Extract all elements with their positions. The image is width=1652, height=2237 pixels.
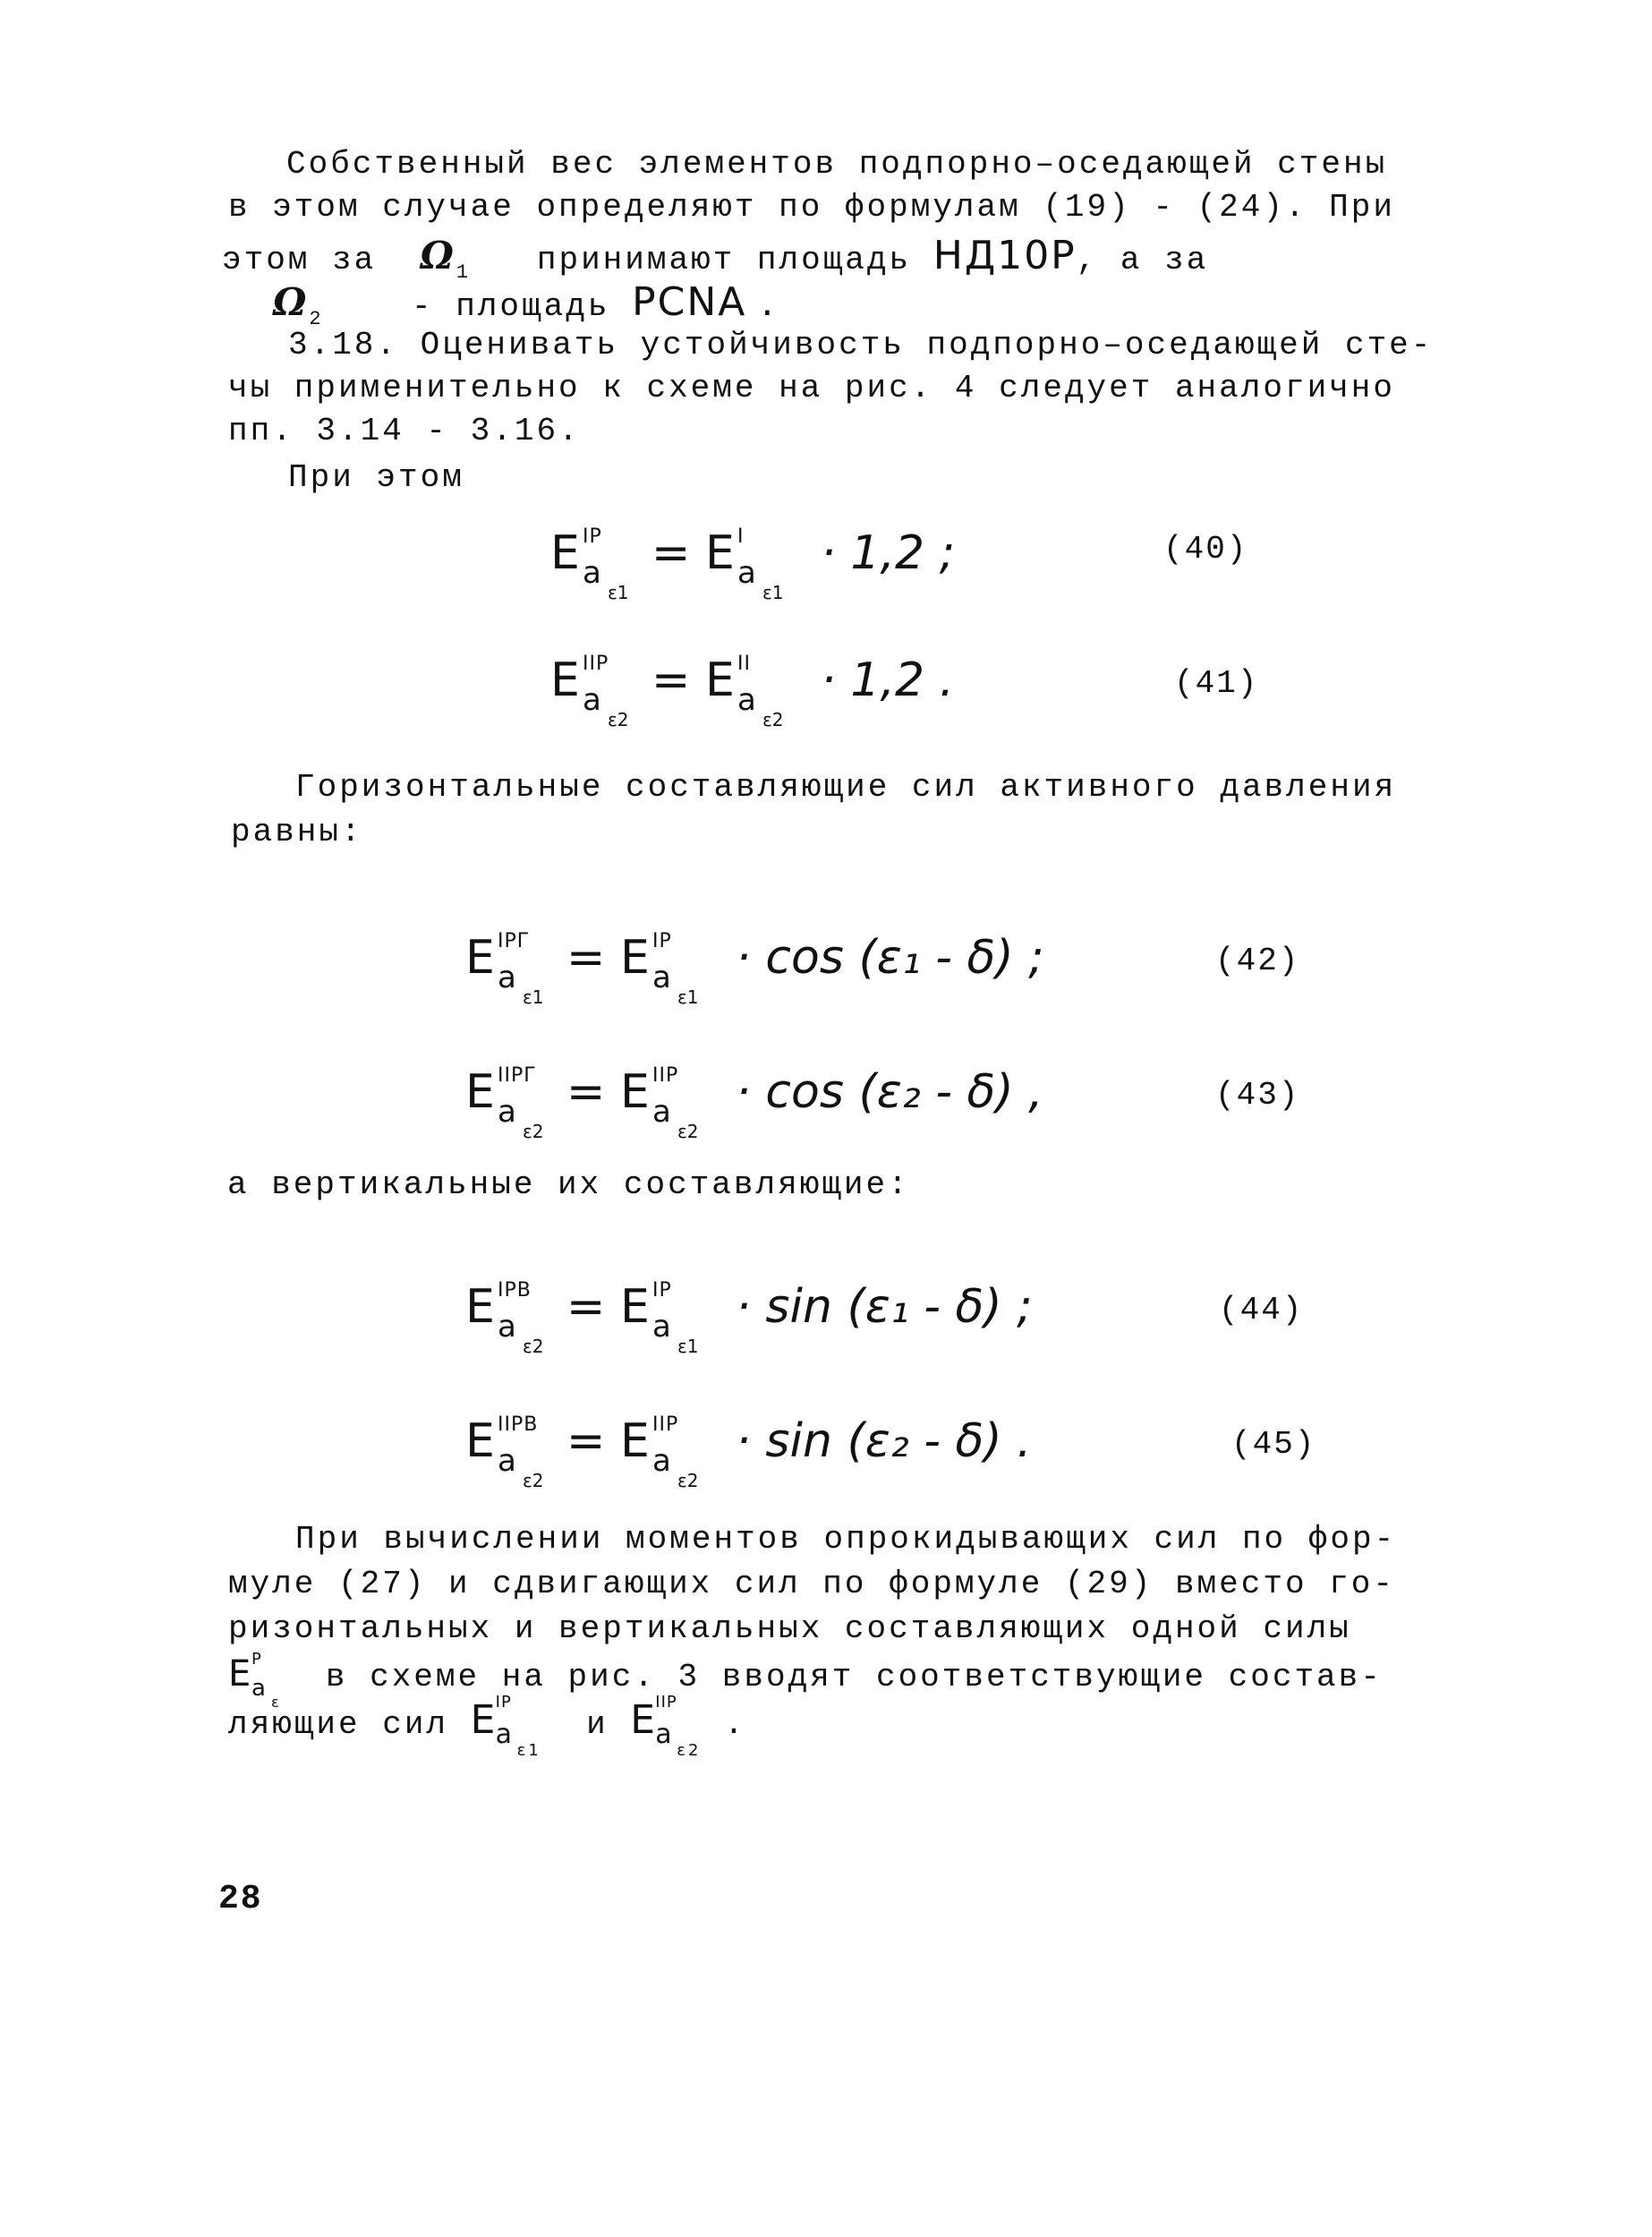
sub-subscript: ε1: [677, 1336, 699, 1357]
superscript: IPB: [498, 1279, 532, 1302]
text-segment: этом за: [222, 242, 377, 278]
lhs-term: E IPB a ε2: [465, 1280, 566, 1334]
superscript: IPГ: [498, 930, 531, 952]
equation-43: E IIPГ a ε2 = E IIP a ε2 · cos (ε₂ - δ) ,: [465, 1065, 1043, 1119]
equation-tail: · cos (ε₂ - δ) ,: [736, 1065, 1043, 1119]
sub-subscript: ε1: [762, 582, 784, 603]
subscript: a: [498, 1443, 516, 1479]
rhs-term: E IP a ε1: [620, 1280, 721, 1334]
equation-number-41: (41): [1174, 665, 1259, 702]
equation-41: E IIP a ε2 = E II a ε2 · 1,2 .: [550, 653, 954, 707]
area-label: НД10Р: [932, 233, 1077, 278]
inline-e-term: E IIP a ε2: [630, 1699, 724, 1742]
superscript: IIP: [651, 1064, 679, 1087]
equation-40: E IP a ε1 = E I a ε1 · 1,2 ;: [550, 526, 955, 580]
sub-subscript: ε1: [523, 986, 544, 1008]
superscript: IP: [651, 930, 672, 952]
superscript: IIP: [651, 1413, 679, 1436]
page-number: 28: [218, 1880, 263, 1918]
paragraph-4-line-1: а вертикальные их составляющие:: [227, 1166, 910, 1203]
equation-45: E IIPB a ε2 = E IIP a ε2 · sin (ε₂ - δ) .: [465, 1414, 1032, 1468]
subscript: a: [651, 1443, 671, 1479]
paragraph-3-line-2: равны:: [231, 814, 363, 850]
equation-tail: · sin (ε₁ - δ) ;: [736, 1280, 1033, 1334]
lhs-term: E IP a ε1: [550, 526, 651, 580]
paragraph-5-line-5: [228, 1693, 746, 1760]
subscript: a: [651, 1309, 671, 1345]
subscript: a: [651, 960, 671, 995]
sub-subscript: ε2: [523, 1470, 544, 1491]
superscript: IIPГ: [498, 1064, 537, 1087]
sub-subscript: ε2: [677, 1470, 699, 1491]
subscript: a: [498, 1309, 516, 1345]
paragraph-5-line-1: При вычислении моментов опрокидывающих сил по фор-: [295, 1521, 1397, 1558]
superscript: IP: [651, 1279, 672, 1302]
equation-tail: · 1,2 ;: [821, 526, 956, 580]
period: .: [724, 1706, 746, 1743]
sub-subscript: ε1: [516, 1741, 541, 1760]
equation-number-40: (40): [1163, 531, 1248, 568]
subscript: a: [495, 1719, 515, 1750]
rhs-term: E II a ε2: [705, 653, 806, 707]
equation-tail: · cos (ε₁ - δ) ;: [736, 931, 1044, 985]
text-segment: - площадь: [412, 288, 610, 325]
subscript: a: [651, 1094, 671, 1130]
inline-symbol-e-iip: [630, 1693, 724, 1760]
sub-subscript: ε2: [523, 1121, 544, 1142]
paragraph-5-line-2: муле (27) и сдвигающих сил по формуле (29) вместо го-: [228, 1566, 1395, 1602]
superscript: IIP: [655, 1693, 677, 1712]
equation-42: E IPГ a ε1 = E IP a ε1 · cos (ε₁ - δ) ;: [465, 931, 1044, 985]
inline-symbol-e-p: [228, 1650, 303, 1711]
omega-subscript: 1: [456, 261, 472, 284]
subscript: a: [251, 1675, 268, 1702]
inline-e-term: E P a ε: [228, 1652, 303, 1695]
subscript: a: [737, 682, 756, 718]
sub-subscript: ε2: [762, 709, 784, 730]
rhs-term: E I a ε1: [705, 526, 806, 580]
text-segment: ляющие сил: [228, 1706, 449, 1743]
paragraph-5-line-3: ризонтальных и вертикальных составляющих одной силы: [228, 1610, 1351, 1647]
subscript: a: [737, 555, 756, 591]
area-label: PCNA .: [632, 279, 776, 325]
sub-subscript: ε2: [677, 1741, 702, 1760]
superscript: IP: [495, 1693, 512, 1712]
paragraph-2-line-1: 3.18. Оценивать устойчивость подпорно–оседающей сте-: [288, 327, 1434, 363]
rhs-term: E IP a ε1: [620, 931, 721, 985]
paragraph-1-line-1: Собственный вес элементов подпорно–оседающей стены: [286, 146, 1388, 183]
sub-subscript: ε1: [677, 986, 699, 1008]
omega-symbol: Ω: [273, 280, 310, 324]
equation-tail: · 1,2 .: [821, 653, 955, 707]
superscript: IIP: [583, 653, 609, 675]
inline-e-term: E IP a ε1: [471, 1699, 565, 1742]
omega-subscript: 2: [309, 308, 324, 330]
sub-subscript: ε1: [608, 582, 629, 603]
paragraph-1-line-2: в этом случае определяют по формулам (19) - (24). При: [228, 189, 1395, 226]
sub-subscript: ε2: [523, 1336, 544, 1357]
equation-44: E IPB a ε2 = E IP a ε1 · sin (ε₁ - δ) ;: [465, 1280, 1033, 1334]
subscript: a: [583, 555, 601, 591]
subscript: a: [583, 682, 601, 718]
equation-number-45: (45): [1231, 1426, 1316, 1463]
superscript: IIPB: [498, 1413, 539, 1436]
lhs-term: E IIP a ε2: [550, 653, 651, 707]
rhs-term: E IIP a ε2: [620, 1414, 721, 1468]
superscript: IP: [583, 525, 602, 548]
subscript: a: [498, 1094, 516, 1130]
paragraph-2-line-2: чы применительно к схеме на рис. 4 следует аналогично: [228, 370, 1395, 406]
sub-subscript: ε: [271, 1694, 282, 1711]
paragraph-2-line-3: пп. 3.14 - 3.16.: [228, 413, 581, 449]
equation-number-44: (44): [1219, 1292, 1304, 1328]
sub-subscript: ε2: [677, 1121, 699, 1142]
subscript: a: [498, 960, 516, 995]
superscript: I: [737, 525, 745, 548]
lhs-term: E IPГ a ε1: [465, 931, 566, 985]
inline-symbol-e-ip: [470, 1693, 565, 1760]
rhs-term: E IIP a ε2: [620, 1065, 721, 1119]
omega-symbol: Ω: [420, 234, 456, 277]
text-segment: в схеме на рис. 3 вводят соответствующие состав-: [325, 1659, 1383, 1695]
paragraph-2-line-4: При этом: [288, 459, 464, 496]
text-segment: и: [586, 1706, 609, 1743]
lhs-term: E IIPГ a ε2: [465, 1065, 566, 1119]
lhs-term: E IIPB a ε2: [465, 1414, 566, 1468]
superscript: II: [737, 653, 751, 675]
text-segment: принимают площадь: [536, 242, 912, 278]
equation-number-43: (43): [1215, 1077, 1300, 1114]
equation-number-42: (42): [1215, 943, 1300, 979]
paragraph-3-line-1: Горизонтальные составляющие сил активного давления: [295, 769, 1397, 806]
superscript: P: [251, 1650, 262, 1669]
text-segment: , а за: [1076, 242, 1209, 278]
equation-tail: · sin (ε₂ - δ) .: [736, 1414, 1032, 1468]
subscript: a: [655, 1719, 675, 1750]
sub-subscript: ε2: [608, 709, 629, 730]
